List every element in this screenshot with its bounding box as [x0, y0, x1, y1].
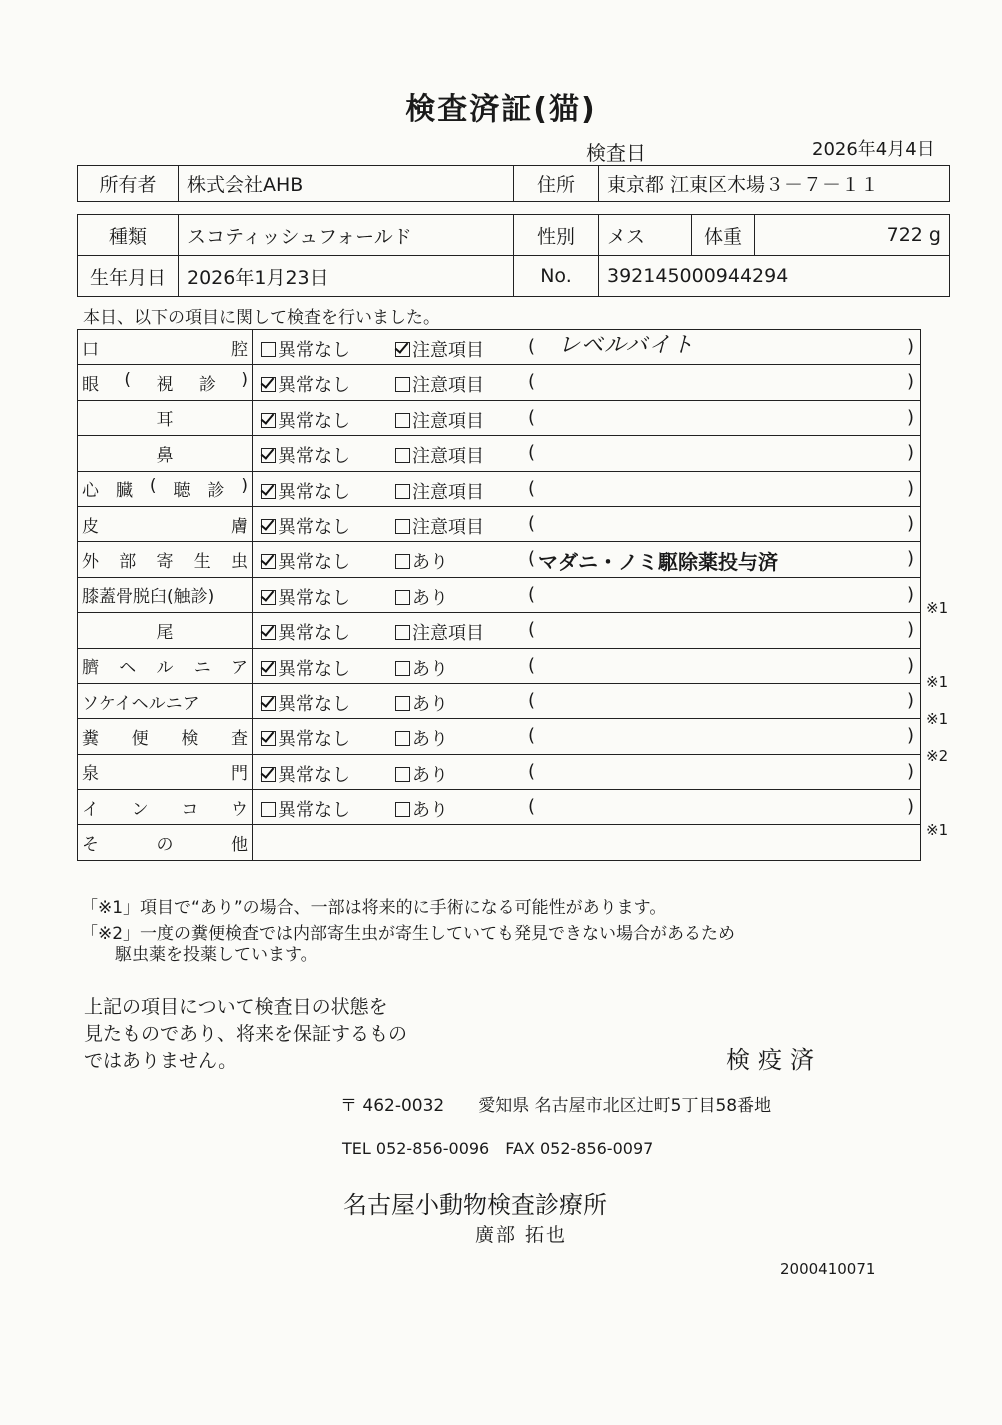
checkbox[interactable] — [395, 767, 410, 782]
item-name-char: 診 — [207, 481, 225, 502]
option-1[interactable] — [261, 371, 350, 397]
item-name-chars — [82, 441, 248, 466]
item-name-char: 検 — [181, 728, 199, 749]
option-label: 異常なし — [278, 764, 350, 786]
other-name-char: 他 — [231, 835, 248, 856]
item-name-chars — [82, 724, 248, 749]
inspection-options — [253, 330, 921, 365]
item-name-char: 心 — [82, 481, 99, 502]
item-name-chars — [82, 476, 248, 501]
checked-checkbox[interactable] — [261, 413, 276, 428]
paren-close: ) — [906, 583, 914, 605]
inspection-row-other — [78, 825, 921, 860]
other-name-char: そ — [82, 835, 99, 856]
paren-open: ( — [528, 371, 536, 393]
option-2[interactable] — [395, 796, 448, 822]
option-label: あり — [412, 800, 448, 822]
inspection-options — [253, 365, 921, 400]
item-name-char: 口 — [82, 339, 99, 360]
checkbox[interactable] — [261, 802, 276, 817]
checked-checkbox[interactable] — [261, 590, 276, 605]
inspection-options — [253, 436, 921, 471]
inspection-row — [78, 365, 921, 400]
exam-date-label: 検査日 — [586, 141, 646, 165]
option-2[interactable] — [395, 336, 484, 362]
checked-checkbox[interactable] — [261, 625, 276, 640]
item-name-chars — [82, 582, 248, 607]
option-label: 注意項目 — [412, 375, 484, 397]
checkbox[interactable] — [395, 696, 410, 711]
item-name-char: 部 — [119, 552, 137, 573]
checked-checkbox[interactable] — [261, 696, 276, 711]
clinic-address: 〒 462-0032 愛知県 名古屋市北区辻町5丁目58番地 — [340, 1096, 772, 1116]
item-name-chars — [82, 405, 248, 430]
checkbox[interactable] — [395, 731, 410, 746]
dob-label: 生年月日 — [78, 256, 179, 297]
item-name — [78, 436, 253, 471]
inspection-row — [78, 648, 921, 683]
paren-open: ( — [528, 336, 536, 357]
item-name — [78, 330, 253, 365]
handwritten-comment: レベルバイト — [558, 333, 695, 358]
item-name-char: 臓 — [115, 481, 133, 502]
option-2[interactable] — [395, 584, 448, 610]
item-name-char: ウ — [230, 799, 248, 820]
footnote-2: 「※2」一度の糞便検査では内部寄生虫が寄生していても発見できない場合があるため — [81, 924, 736, 944]
other-name-char: の — [156, 835, 174, 856]
item-name-char: イ — [82, 799, 99, 820]
item-name — [78, 613, 253, 648]
exam-date: 2026年4月4日 — [812, 139, 935, 160]
paren-close: ) — [906, 654, 914, 676]
inspection-options — [253, 754, 921, 789]
owner-label: 所有者 — [78, 166, 179, 202]
item-name-char: ア — [231, 658, 248, 679]
checkbox[interactable] — [395, 625, 410, 640]
paren-open: ( — [528, 725, 536, 747]
inspection-options — [253, 648, 921, 683]
option-1[interactable] — [261, 725, 350, 751]
option-label: 異常なし — [278, 375, 350, 397]
item-name-char: 聴 — [173, 481, 191, 502]
quarantine-stamp: 検疫済 — [726, 1046, 822, 1074]
serial-number: 2000410071 — [780, 1260, 876, 1278]
footnote-mark: ※1 — [926, 598, 949, 617]
checked-checkbox[interactable] — [395, 342, 410, 357]
item-name-char: ニ — [193, 658, 211, 679]
item-name — [78, 542, 253, 577]
option-label: あり — [412, 764, 448, 786]
item-name-char: 耳 — [156, 410, 174, 431]
paren-open: ( — [528, 760, 536, 782]
paren-open: ( — [528, 796, 536, 818]
option-label: あり — [412, 587, 448, 609]
item-name-chars — [82, 653, 248, 678]
checked-checkbox[interactable] — [261, 661, 276, 676]
checkbox[interactable] — [395, 802, 410, 817]
weight-value: 722 g — [755, 215, 950, 256]
sex-label: 性別 — [514, 215, 599, 256]
option-label: 注意項目 — [412, 410, 484, 432]
option-2[interactable] — [395, 371, 484, 397]
item-name-chars — [82, 618, 248, 643]
option-label: 異常なし — [278, 623, 350, 645]
checkbox[interactable] — [395, 661, 410, 676]
inspection-comment: マダニ・ノミ駆除薬投与済 — [538, 550, 778, 575]
checkbox[interactable] — [395, 519, 410, 534]
item-name-char: 寄 — [156, 552, 174, 573]
item-name-char: 糞 — [82, 728, 99, 749]
item-name-chars — [82, 512, 248, 537]
paren-open: ( — [528, 406, 536, 428]
paren-close: ) — [906, 548, 914, 570]
checked-checkbox[interactable] — [261, 731, 276, 746]
checked-checkbox[interactable] — [261, 519, 276, 534]
microchip-no: 392145000944294 — [599, 256, 950, 297]
checked-checkbox[interactable] — [261, 484, 276, 499]
option-1[interactable] — [261, 548, 350, 574]
paren-close: ) — [906, 371, 914, 393]
item-name — [78, 471, 253, 506]
item-name-char: ル — [156, 658, 174, 679]
breed-label: 種類 — [78, 215, 179, 256]
paren-close: ) — [906, 689, 914, 711]
option-1[interactable] — [261, 690, 350, 716]
inspection-options — [253, 400, 921, 435]
option-label: 異常なし — [278, 729, 350, 751]
footnote-mark: ※2 — [926, 747, 949, 766]
option-2[interactable] — [395, 655, 448, 681]
option-label: 注意項目 — [412, 623, 484, 645]
option-2[interactable] — [395, 478, 484, 504]
item-name-chars — [82, 335, 248, 360]
item-name-char: ( — [124, 370, 132, 391]
clinic-phone: TEL 052-856-0096 FAX 052-856-0097 — [342, 1139, 654, 1158]
checkbox[interactable] — [395, 448, 410, 463]
option-label: 注意項目 — [412, 446, 484, 468]
item-name — [78, 577, 253, 612]
paren-close: ) — [906, 406, 914, 428]
intro-text: 本日、以下の項目に関して検査を行いました。 — [83, 308, 440, 328]
option-1[interactable] — [261, 478, 350, 504]
option-2[interactable] — [395, 407, 484, 433]
item-name-char: ン — [131, 799, 149, 820]
item-name-chars — [82, 689, 248, 714]
inspection-options — [253, 613, 921, 648]
breed-value: スコティッシュフォールド — [179, 215, 514, 256]
no-label: No. — [514, 256, 599, 297]
paren-open: ( — [528, 583, 536, 605]
inspection-row — [78, 683, 921, 718]
footnote-mark: ※1 — [926, 710, 949, 728]
paren-close: ) — [906, 760, 914, 782]
option-1[interactable] — [261, 442, 350, 468]
item-name-char: 鼻 — [156, 445, 174, 466]
paren-open: ( — [528, 512, 536, 534]
item-name-char: 視 — [156, 375, 174, 396]
option-1[interactable] — [261, 655, 350, 681]
sex-value: メス — [599, 215, 692, 256]
option-label: あり — [412, 552, 448, 574]
paren-close: ) — [906, 477, 914, 499]
item-name — [78, 683, 253, 718]
paren-open: ( — [528, 548, 536, 570]
item-name-char: 門 — [231, 764, 248, 785]
dob-value: 2026年1月23日 — [179, 256, 514, 297]
owner-address: 東京都 江東区木場３－７－１１ — [599, 166, 950, 202]
option-2[interactable] — [395, 725, 448, 751]
option-label: 異常なし — [278, 481, 350, 503]
inspection-row — [78, 436, 921, 471]
item-name-char: ) — [241, 476, 248, 497]
inspection-options — [253, 790, 921, 825]
paren-open: ( — [528, 442, 536, 464]
footnote-1: 「※1」項目で“あり”の場合、一部は将来的に手術になる可能性があります。 — [81, 898, 667, 918]
option-1[interactable] — [261, 584, 350, 610]
option-label: 異常なし — [278, 658, 350, 680]
inspection-options — [253, 542, 921, 577]
footnote-mark: ※1 — [926, 821, 949, 840]
inspection-options — [253, 719, 921, 754]
option-1[interactable] — [261, 336, 350, 362]
option-2[interactable] — [395, 513, 484, 539]
option-label: 異常なし — [278, 587, 350, 609]
checkbox[interactable] — [395, 590, 410, 605]
checkbox[interactable] — [395, 484, 410, 499]
owner-name: 株式会社AHB — [179, 166, 514, 202]
paren-close: ) — [906, 619, 914, 641]
address-label: 住所 — [514, 166, 599, 202]
option-2[interactable] — [395, 690, 448, 716]
inspection-options — [253, 683, 921, 718]
item-name — [78, 719, 253, 754]
item-name-char: 診 — [198, 375, 216, 396]
paren-close: ) — [906, 336, 914, 357]
item-name — [78, 365, 253, 400]
inspection-row — [78, 400, 921, 435]
inspection-row — [78, 542, 921, 577]
item-name-char: 尾 — [156, 622, 174, 643]
item-name-char: 泉 — [82, 764, 99, 785]
item-name — [78, 648, 253, 683]
item-name-char: 臍 — [82, 658, 99, 679]
other-name-chars — [82, 830, 248, 855]
option-2[interactable] — [395, 548, 448, 574]
option-label: あり — [412, 658, 448, 680]
clinic-name: 名古屋小動物検査診療所 — [343, 1191, 607, 1219]
animal-table — [77, 214, 950, 297]
paren-close: ) — [906, 442, 914, 464]
inspection-row — [78, 577, 921, 612]
item-name — [78, 754, 253, 789]
option-1[interactable] — [261, 619, 350, 645]
paren-open: ( — [528, 689, 536, 711]
option-2[interactable] — [395, 442, 484, 468]
option-label: 注意項目 — [412, 481, 484, 503]
checked-checkbox[interactable] — [261, 554, 276, 569]
item-name-char: 生 — [193, 552, 211, 573]
item-name-char: 眼 — [82, 375, 99, 396]
item-name — [78, 790, 253, 825]
item-name-chars — [82, 795, 248, 820]
disclaimer: 上記の項目について検査日の状態を 見たものであり、将来を保証するもの ではありません。 — [84, 996, 408, 1072]
option-2[interactable] — [395, 761, 448, 787]
item-name-char: 膚 — [231, 516, 248, 537]
inspection-options — [253, 577, 921, 612]
option-label: 異常なし — [278, 552, 350, 574]
inspection-row — [78, 613, 921, 648]
paren-open: ( — [528, 654, 536, 676]
option-label: 異常なし — [278, 446, 350, 468]
vet-name: 廣部 拓也 — [475, 1224, 568, 1246]
option-label: 異常なし — [278, 340, 350, 361]
option-1[interactable] — [261, 407, 350, 433]
item-name-char: 便 — [131, 728, 149, 749]
item-name-chars — [82, 547, 248, 572]
checkbox[interactable] — [395, 377, 410, 392]
option-label: 異常なし — [278, 516, 350, 538]
option-label: 異常なし — [278, 410, 350, 432]
option-2[interactable] — [395, 619, 484, 645]
inspection-options — [253, 471, 921, 506]
item-name-char: ) — [241, 370, 248, 391]
option-label: あり — [412, 693, 448, 715]
footnote-mark: ※1 — [926, 672, 949, 691]
item-name — [78, 506, 253, 541]
footnote-2-cont: 駆虫薬を投薬しています。 — [81, 945, 318, 965]
item-name-char: 査 — [230, 728, 248, 749]
checked-checkbox[interactable] — [261, 377, 276, 392]
checked-checkbox[interactable] — [261, 767, 276, 782]
item-name-char: ヘ — [119, 658, 137, 679]
other-name — [78, 825, 253, 860]
owner-table — [77, 165, 950, 202]
checked-checkbox[interactable] — [261, 448, 276, 463]
option-1[interactable] — [261, 513, 350, 539]
inspection-row — [78, 719, 921, 754]
option-1[interactable] — [261, 796, 350, 822]
item-name-char: 皮 — [82, 516, 99, 537]
option-label: 異常なし — [278, 693, 350, 715]
item-name-char: 膝蓋骨脱臼(触診) — [82, 587, 215, 608]
inspection-row — [78, 790, 921, 825]
item-name-char: 腔 — [231, 339, 248, 360]
paren-open: ( — [528, 619, 536, 641]
paren-close: ) — [906, 796, 914, 818]
other-blank — [253, 825, 921, 860]
option-label: あり — [412, 729, 448, 751]
item-name-char: ソケイヘルニア — [82, 693, 200, 714]
checkbox[interactable] — [395, 413, 410, 428]
item-name-char: コ — [181, 799, 199, 820]
option-1[interactable] — [261, 761, 350, 787]
paren-close: ) — [906, 725, 914, 747]
paren-open: ( — [528, 477, 536, 499]
option-label: 異常なし — [278, 800, 350, 822]
item-name-char: 外 — [82, 552, 99, 573]
checkbox[interactable] — [261, 342, 276, 357]
item-name-chars — [82, 370, 248, 395]
weight-label: 体重 — [692, 215, 755, 256]
checkbox[interactable] — [395, 554, 410, 569]
item-name-chars — [82, 759, 248, 784]
option-label: 注意項目 — [412, 516, 484, 538]
document-title: 検査済証(猫) — [405, 92, 597, 127]
inspection-options — [253, 506, 921, 541]
option-label: 注意項目 — [412, 340, 484, 361]
inspection-row — [78, 754, 921, 789]
inspection-row — [78, 330, 921, 365]
item-name-char: ( — [149, 476, 157, 497]
paren-close: ) — [906, 512, 914, 534]
item-name — [78, 400, 253, 435]
inspection-row — [78, 506, 921, 541]
inspection-table — [77, 329, 921, 861]
item-name-char: 虫 — [231, 552, 248, 573]
inspection-row — [78, 471, 921, 506]
